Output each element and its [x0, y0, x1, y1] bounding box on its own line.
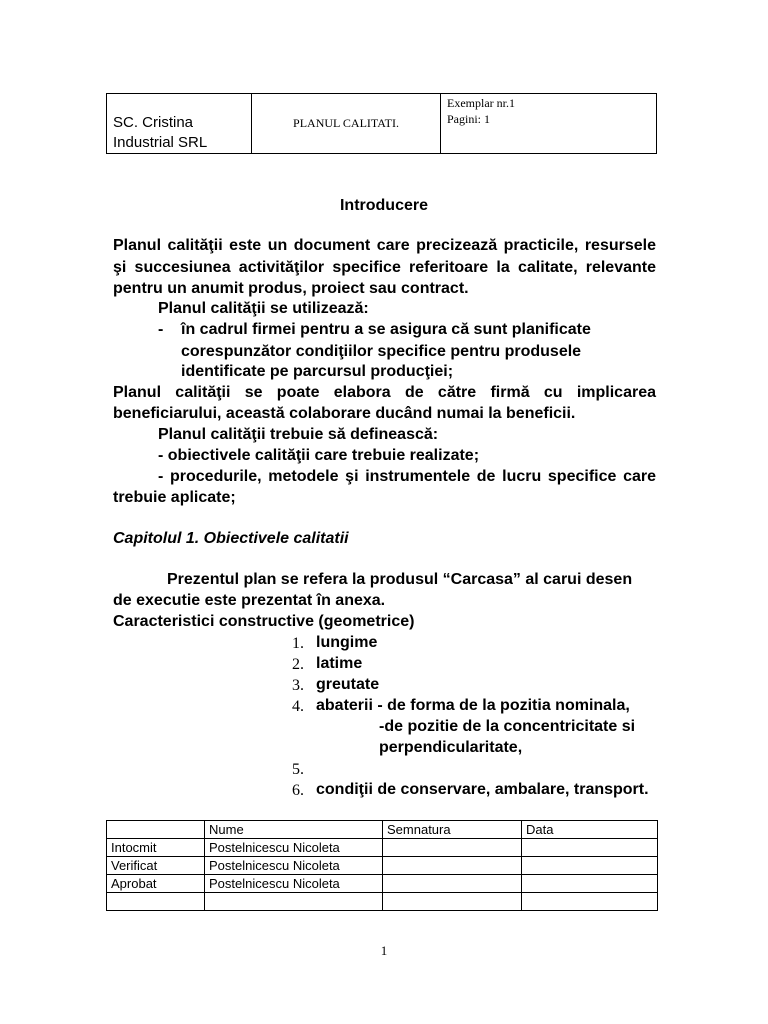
uses-label: Planul calităţii se utilizează:: [158, 300, 369, 317]
table-cell: [522, 857, 658, 875]
document-title: PLANUL CALITATI.: [252, 94, 441, 154]
intro-p1-line3: pentru un anumit produs, proiect sau contract.: [113, 280, 469, 297]
sentence-pre: Prezentul plan se refera la produsul: [167, 571, 443, 588]
intro-p1-line2: şi succesiunea activităţilor specifice referitoare la calitate, relevante: [113, 259, 656, 276]
table-header-row: [107, 821, 658, 839]
table-header-cell: [107, 821, 205, 839]
list-item-continuation: perpendicularitate,: [379, 739, 523, 756]
intro-heading: Introducere: [339, 197, 428, 214]
exemplar-number: Exemplar nr.1: [447, 96, 515, 110]
table-cell: Intocmit: [107, 839, 205, 857]
list-number: 4.: [292, 698, 304, 715]
table-row: [107, 875, 658, 893]
list-item: condiţii de conservare, ambalare, transport.: [316, 781, 649, 798]
chapter-heading: Capitolul 1. Obiectivele calitatii: [113, 530, 349, 547]
table-cell: Postelnicescu Nicoleta: [205, 857, 383, 875]
use-line-2: corespunzător condiţiilor specifice pentru produsele: [181, 343, 582, 360]
table-cell: Postelnicescu Nicoleta: [205, 875, 383, 893]
chapter-sentence-line-2: de executie este prezentat în anexa.: [113, 592, 386, 609]
intro-p2-line2: beneficiarului, această colaborare ducând numai la beneficii.: [113, 405, 576, 422]
list-number: 2.: [292, 656, 304, 673]
sentence-post: al carui desen: [520, 571, 633, 588]
table-cell: [383, 875, 522, 893]
table-cell: [383, 893, 522, 911]
page-number: 1: [380, 943, 388, 958]
company-line-1: SC. Cristina: [113, 114, 194, 131]
list-number: 6.: [292, 782, 304, 799]
list-item: abaterii - de forma de la pozitia nominala,: [316, 697, 630, 714]
table-header-cell: Semnatura: [383, 821, 522, 839]
define-item-2-line-2: trebuie aplicate;: [113, 489, 236, 506]
list-number: 3.: [292, 677, 304, 694]
table-cell: Verificat: [107, 857, 205, 875]
table-header-cell: Nume: [205, 821, 383, 839]
use-line-1: în cadrul firmei pentru a se asigura că sunt planificate: [181, 321, 591, 338]
header-table: [106, 93, 657, 154]
company-name: [107, 94, 252, 154]
table-cell: Aprobat: [107, 875, 205, 893]
define-label: Planul calităţii trebuie să definească:: [158, 426, 439, 443]
use-line-3: identificate pe parcursul producţiei;: [181, 363, 454, 380]
intro-p2-line1: Planul calităţii se poate elabora de către firmă cu implicarea: [113, 384, 656, 401]
list-item: latime: [316, 655, 363, 672]
table-row: [107, 893, 658, 911]
list-item-continuation: -de pozitie de la concentricitate si: [379, 718, 636, 735]
intro-p1-line1: Planul calităţii este un document care precizează practicile, resursele: [113, 237, 656, 254]
list-item: greutate: [316, 676, 380, 693]
company-line-2: Industrial SRL: [113, 134, 208, 151]
table-cell: [205, 893, 383, 911]
table-row: [107, 857, 658, 875]
table-cell: Postelnicescu Nicoleta: [205, 839, 383, 857]
page-count: Pagini: 1: [447, 112, 491, 126]
signature-table: [106, 820, 658, 911]
characteristics-heading: Caracteristici constructive (geometrice): [113, 613, 415, 630]
table-cell: [383, 839, 522, 857]
use-dash: -: [158, 321, 164, 338]
chapter-sentence-line-1: [167, 571, 632, 589]
table-row: [107, 839, 658, 857]
table-cell: [522, 839, 658, 857]
define-item-1: - obiectivele calităţii care trebuie realizate;: [158, 447, 480, 464]
table-cell: [383, 857, 522, 875]
list-number: 1.: [292, 635, 304, 652]
table-cell: [522, 893, 658, 911]
table-cell: [522, 875, 658, 893]
define-item-2-line-1: - procedurile, metodele şi instrumentele de lucru specifice care: [158, 468, 656, 485]
list-item: lungime: [316, 634, 378, 651]
table-header-cell: Data: [522, 821, 658, 839]
list-number: 5.: [292, 761, 304, 778]
document-meta: [441, 94, 657, 154]
table-cell: [107, 893, 205, 911]
product-name: “Carcasa”: [442, 571, 521, 588]
